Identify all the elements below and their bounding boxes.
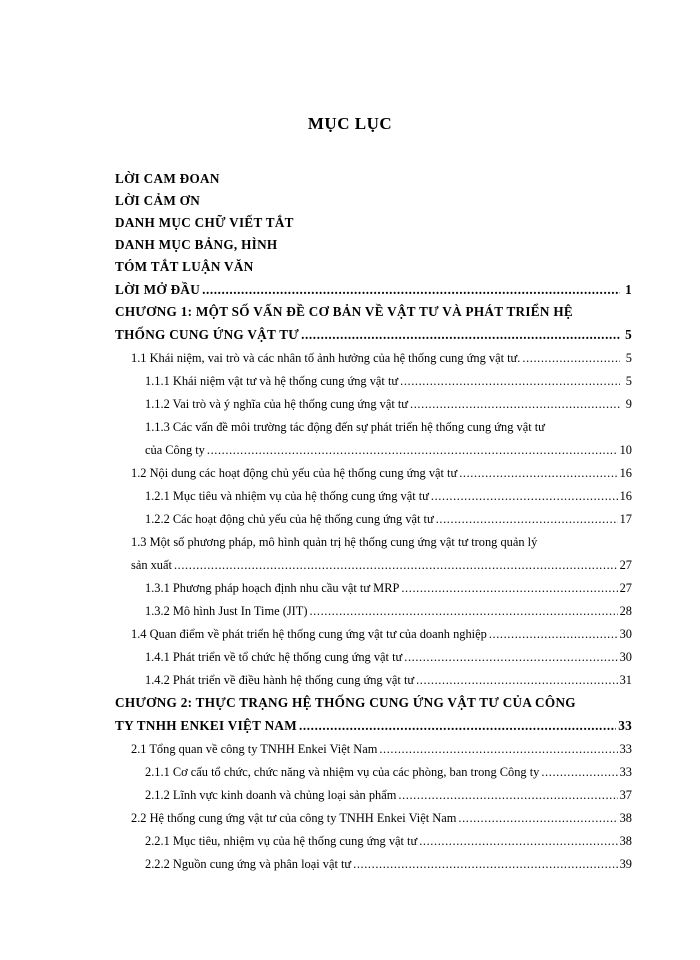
toc-page-number: 30 bbox=[619, 627, 632, 641]
toc-page-number: 39 bbox=[619, 857, 632, 871]
toc-entry-1-4 bbox=[131, 625, 632, 643]
toc-entry-1-3-1 bbox=[145, 579, 632, 597]
toc-leader-dots bbox=[541, 763, 617, 781]
toc-page-number: 10 bbox=[619, 443, 632, 457]
toc-leader-dots bbox=[299, 717, 616, 735]
toc-entry-label: 2.1.1 Cơ cấu tổ chức, chức năng và nhiệm vụ của các phòng, ban trong Công ty bbox=[145, 765, 540, 779]
toc-entry-1-4-1 bbox=[145, 648, 632, 666]
toc-entry-1-1 bbox=[131, 349, 632, 367]
toc-entry-1-2 bbox=[131, 464, 632, 482]
toc-title: MỤC LỤC bbox=[307, 114, 393, 133]
toc-leader-dots bbox=[458, 809, 617, 827]
toc-leader-dots bbox=[207, 441, 618, 459]
toc-entry-1-2-2 bbox=[145, 510, 632, 528]
toc-front-chu-viet-tat: DANH MỤC CHỮ VIẾT TẮT bbox=[115, 215, 294, 230]
toc-entry-label: 1.1 Khái niệm, vai trò và các nhân tố ảnh hưởng của hệ thống cung ứng vật tư. bbox=[131, 351, 521, 365]
toc-entry-label: 1.2.2 Các hoạt động chủ yếu của hệ thống cung ứng vật tư bbox=[145, 512, 434, 526]
toc-entry-label: 2.1 Tổng quan về công ty TNHH Enkei Việt Nam bbox=[131, 742, 378, 756]
toc-page-number: 38 bbox=[619, 811, 632, 825]
toc-entry-2-1-2 bbox=[145, 786, 632, 804]
toc-front-tom-tat: TÓM TẮT LUẬN VĂN bbox=[115, 259, 254, 274]
toc-entry-label: 1.3.2 Mô hình Just In Time (JIT) bbox=[145, 604, 308, 618]
toc-entry-2-2-1 bbox=[145, 832, 632, 850]
toc-page-number: 31 bbox=[619, 673, 632, 687]
toc-entry-1-1-3-line2 bbox=[145, 441, 632, 459]
toc-entry-label: 1.4 Quan điểm về phát triển hệ thống cung ứng vật tư của doanh nghiệp bbox=[131, 627, 487, 641]
toc-leader-dots bbox=[489, 625, 618, 643]
toc-leader-dots bbox=[301, 326, 620, 344]
toc-leader-dots bbox=[416, 671, 618, 689]
toc-entry-label: 1.1.2 Vai trò và ý nghĩa của hệ thống cung ứng vật tư bbox=[145, 397, 409, 411]
toc-page-number: 33 bbox=[618, 718, 632, 733]
toc-entry-2-1 bbox=[131, 740, 632, 758]
toc-leader-dots bbox=[401, 579, 617, 597]
toc-entry-label: THỐNG CUNG ỨNG VẬT TƯ bbox=[115, 327, 300, 342]
toc-entry-1-1-3-line1: 1.1.3 Các vấn đề môi trường tác động đến sự phát triển hệ thống cung ứng vật tư bbox=[145, 420, 545, 434]
toc-entry-1-3-line2 bbox=[131, 556, 632, 574]
toc-page-number: 33 bbox=[619, 765, 632, 779]
toc-front-cam-on: LỜI CẢM ƠN bbox=[115, 193, 201, 208]
toc-entry-label: 1.2.1 Mục tiêu và nhiệm vụ của hệ thống cung ứng vật tư bbox=[145, 489, 429, 503]
toc-page-number: 30 bbox=[619, 650, 632, 664]
toc-page-number: 17 bbox=[619, 512, 632, 526]
toc-leader-dots bbox=[404, 648, 617, 666]
toc-leader-dots bbox=[419, 832, 617, 850]
toc-entry-label: LỜI MỞ ĐẦU bbox=[115, 282, 201, 297]
toc-leader-dots bbox=[410, 395, 620, 413]
toc-entry-label: 2.2.2 Nguồn cung ứng và phân loại vật tư bbox=[145, 857, 352, 871]
toc-page-number: 33 bbox=[619, 742, 632, 756]
toc-leader-dots bbox=[431, 487, 618, 505]
toc-entry-1-1-2 bbox=[145, 395, 632, 413]
toc-entry-2-2-2 bbox=[145, 855, 632, 873]
toc-front-bang-hinh: DANH MỤC BẢNG, HÌNH bbox=[115, 237, 278, 252]
toc-page-number: 5 bbox=[625, 351, 632, 365]
toc-page-number: 5 bbox=[625, 374, 632, 388]
toc-entry-label: 2.1.2 Lĩnh vực kinh doanh và chủng loại sản phẩm bbox=[145, 788, 397, 802]
toc-page-number: 5 bbox=[625, 327, 632, 342]
toc-entry-label: 1.1.1 Khái niệm vật tư và hệ thống cung ứng vật tư bbox=[145, 374, 399, 388]
toc-chapter1-line1: CHƯƠNG 1: MỘT SỐ VẤN ĐỀ CƠ BẢN VỀ VẬT TƯ VÀ PHÁT TRIỂN HỆ bbox=[115, 304, 573, 319]
toc-leader-dots bbox=[400, 372, 620, 390]
toc-entry-2-1-1 bbox=[145, 763, 632, 781]
toc-entry-label: TY TNHH ENKEI VIỆT NAM bbox=[115, 718, 297, 733]
toc-entry-label: 1.4.2 Phát triển về điều hành hệ thống cung ứng vật tư bbox=[145, 673, 415, 687]
toc-entry-label: 2.2.1 Mục tiêu, nhiệm vụ của hệ thống cung ứng vật tư bbox=[145, 834, 418, 848]
toc-page-number: 38 bbox=[619, 834, 632, 848]
toc-chapter2-line1: CHƯƠNG 2: THỰC TRẠNG HỆ THỐNG CUNG ỨNG VẬT TƯ CỦA CÔNG bbox=[115, 695, 576, 710]
toc-leader-dots bbox=[379, 740, 617, 758]
toc-leader-dots bbox=[174, 556, 618, 574]
toc-entry-label: 1.3.1 Phương pháp hoạch định nhu cầu vật tư MRP bbox=[145, 581, 400, 595]
toc-leader-dots bbox=[202, 281, 620, 299]
toc-page-number: 16 bbox=[619, 489, 632, 503]
toc-entry-1-3-2 bbox=[145, 602, 632, 620]
toc-entry-1-1-1 bbox=[145, 372, 632, 390]
toc-leader-dots bbox=[436, 510, 618, 528]
toc-entry-1-3-line1: 1.3 Một số phương pháp, mô hình quản trị hệ thống cung ứng vật tư trong quản lý bbox=[131, 535, 538, 549]
toc-page-number: 9 bbox=[625, 397, 632, 411]
toc-page-number: 37 bbox=[619, 788, 632, 802]
toc-entry-label: 1.2 Nội dung các hoạt động chủ yếu của hệ thống cung ứng vật tư bbox=[131, 466, 458, 480]
toc-entry-label: 2.2 Hệ thống cung ứng vật tư của công ty TNHH Enkei Việt Nam bbox=[131, 811, 457, 825]
toc-chapter1-line2 bbox=[115, 326, 632, 344]
toc-page-number: 28 bbox=[619, 604, 632, 618]
toc-leader-dots bbox=[459, 464, 617, 482]
toc-entry-2-2 bbox=[131, 809, 632, 827]
toc-entry-label: của Công ty bbox=[145, 443, 205, 457]
toc-chapter2-line2 bbox=[115, 717, 632, 735]
toc-leader-dots bbox=[398, 786, 617, 804]
toc-entry-label: sản xuất bbox=[131, 558, 172, 572]
toc-leader-dots bbox=[353, 855, 617, 873]
toc-page-number: 16 bbox=[619, 466, 632, 480]
toc-entry-1-4-2 bbox=[145, 671, 632, 689]
toc-entry-label: 1.4.1 Phát triển về tổ chức hệ thống cung ứng vật tư bbox=[145, 650, 403, 664]
toc-entry-intro bbox=[115, 281, 632, 299]
toc-entry-1-2-1 bbox=[145, 487, 632, 505]
toc-page-number: 1 bbox=[625, 282, 632, 297]
toc-page-number: 27 bbox=[619, 581, 632, 595]
toc-front-cam-doan: LỜI CAM ĐOAN bbox=[115, 171, 220, 186]
toc-leader-dots bbox=[309, 602, 617, 620]
toc-leader-dots bbox=[522, 349, 620, 367]
toc-page-number: 27 bbox=[619, 558, 632, 572]
